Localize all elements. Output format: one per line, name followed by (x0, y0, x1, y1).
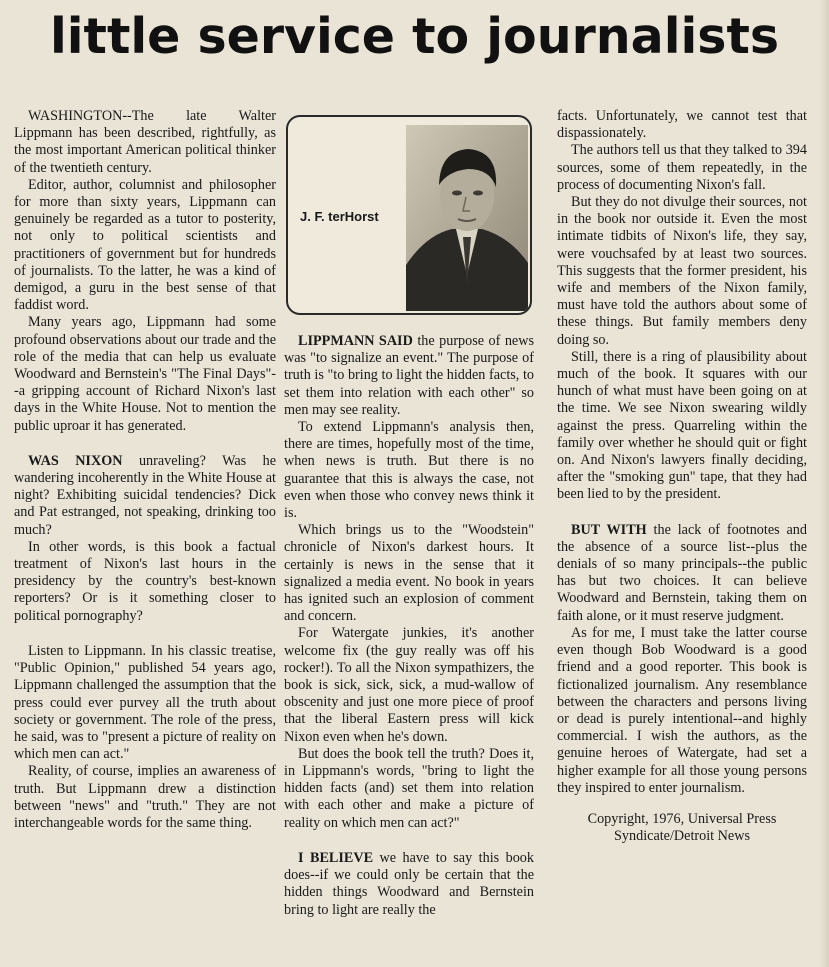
paragraph-text: the purpose of news was "to signalize an event." The purpose of truth is "to bring to light the hidden facts, to set them into relation with each other" so men may see reality. (284, 333, 534, 418)
paragraph: For Watergate junkies, it's another welcome fix (the guy really was off his rocker!). To all the Nixon sympathizers, the book is sick, sick, sick, a mud-wallow of obscenity and just one more piece of proof that the liberal Eastern press will kick Nixon even when he's down. (284, 625, 534, 745)
section-lead: LIPPMANN SAID (298, 333, 413, 349)
article-column-2 (284, 333, 534, 919)
paragraph: Which brings us to the "Woodstein" chronicle of Nixon's darkest hours. It certainly is news in the sense that it signalized a media event. No book in years has ignited such an explosion of comment and concern. (284, 522, 534, 625)
paragraph: As for me, I must take the latter course even though Bob Woodward is a good friend and a good reporter. This book is fictionalized journalism. Any resemblance between the characters and persons living or dead is purely intentional--and highly commercial. I wish the authors, as the genuine heroes of Watergate, had set a higher example for all those young persons they inspired to enter journalism. (557, 624, 807, 796)
author-photo-box (286, 115, 532, 315)
paragraph-text: we have to say this book does--if we could only be certain that the hidden things Woodward and Bernstein bring to light are really the (284, 849, 534, 918)
paragraph: Reality, of course, implies an awareness of truth. But Lippmann drew a distinction between "news" and "truth." They are not interchangeable words for the same thing. (14, 763, 276, 831)
paragraph-text: the lack of footnotes and the absence of a source list--plus the denials of so many principals--the public has but two choices. It can believe Woodward and Bernstein, taking them on faith alone, or it must reserve judgment. (557, 521, 807, 624)
article-column-1 (14, 108, 276, 832)
copyright-notice: Copyright, 1976, Universal Press Syndicate/Detroit News (587, 810, 777, 845)
author-portrait (406, 125, 528, 311)
paragraph-text: unraveling? Was he wandering incoherently in the White House at night? Exhibiting suicidal tendencies? Dick and Pat estranged, not speaking, drinking too much? (14, 452, 276, 538)
paragraph: In other words, is this book a factual treatment of Nixon's last hours in the presidency by the country's best-known reporters? Or is it something closer to political pornography? (14, 538, 276, 624)
page-edge (819, 0, 829, 967)
paragraph: But does the book tell the truth? Does it, in Lippmann's words, "bring to light the hidden facts (and) set them into relation with each other and make a picture of reality on which men can act?" (284, 745, 534, 831)
paragraph: Still, there is a ring of plausibility about much of the book. It squares with our hunch of what must have been going on at the time. We see Nixon swearing wildly against the press. Quarreling within the family over whether he should quit or fight on. And Nixon's lawyers finally deciding, after the "smoking gun" tape, that they had been lied to by the president. (557, 348, 807, 503)
paragraph: WASHINGTON--The late Walter Lippmann has been described, rightfully, as the most important American political thinker of the twentieth century. (14, 108, 276, 176)
section-lead: I BELIEVE (298, 849, 374, 866)
paragraph: facts. Unfortunately, we cannot test that dispassionately. (557, 108, 807, 142)
paragraph: Editor, author, columnist and philosopher for more than sixty years, Lippmann can genuinely be regarded as a tutor to posterity, not only to political scientists and practitioners of government but for hundreds of journalists. To the latter, he was a kind of demigod, a guru in the best sense of that faddist word. (14, 176, 276, 314)
section-lead: WAS NIXON (28, 452, 123, 469)
paragraph: But they do not divulge their sources, not in the book nor outside it. Even the most intimate tidbits of Nixon's life, they say, were vouchsafed by at least two sources. This suggests that the former president, his wife and members of the Nixon family, must have told the authors about some of these things. But family members deny doing so. (557, 194, 807, 348)
paragraph (284, 850, 534, 919)
section-lead: BUT WITH (571, 521, 647, 538)
paragraph (14, 453, 276, 539)
paragraph (557, 522, 807, 625)
article-column-3 (557, 108, 807, 845)
photo-caption: J. F. terHorst (300, 209, 379, 224)
paragraph (284, 333, 534, 419)
headline: little service to journalists (49, 8, 780, 65)
paragraph: To extend Lippmann's analysis then, there are times, hopefully most of the time, when news is truth. But there is no guarantee that this is always the case, not even when those who convey news think it is. (284, 419, 534, 522)
paragraph: Many years ago, Lippmann had some profound observations about our trade and the role of the media that can help us evaluate Woodward and Bernstein's "The Final Days"--a gripping account of Richard Nixon's last days in the White House. Not to mention the public uproar it has generated. (14, 314, 276, 434)
paragraph: The authors tell us that they talked to 394 sources, some of them repeatedly, in the process of documenting Nixon's fall. (557, 142, 807, 193)
paragraph: Listen to Lippmann. In his classic treatise, "Public Opinion," published 54 years ago, Lippmann challenged the assumption that the press could ever purvey all the truth about society or government. The role of the press, he said, was to "present a picture of reality on which men can act." (14, 642, 276, 763)
